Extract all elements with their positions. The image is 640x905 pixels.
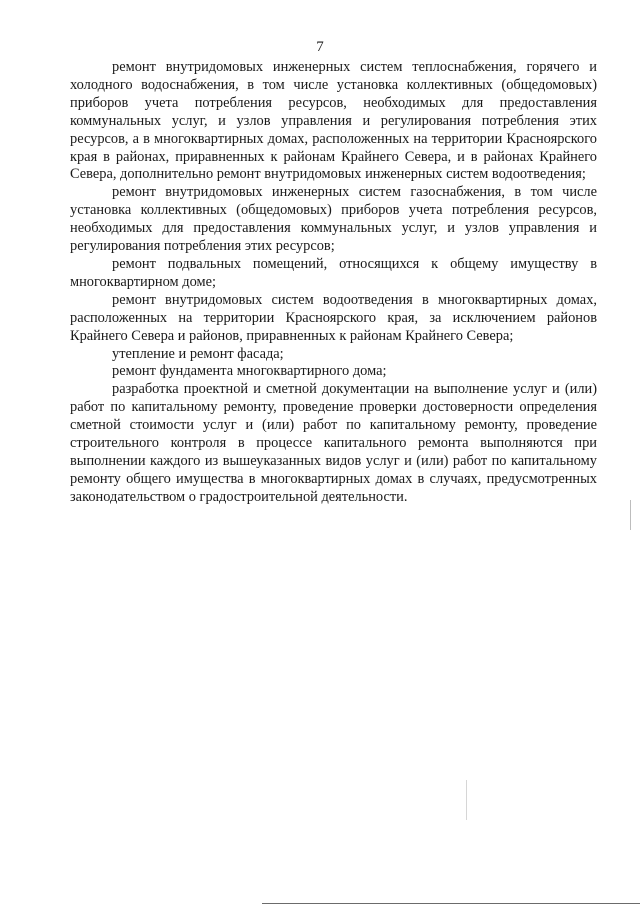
- page-bottom-edge: [262, 903, 640, 904]
- paragraph-foundation: ремонт фундамента многоквартирного дома;: [112, 363, 387, 380]
- page-number: 7: [316, 39, 324, 55]
- paragraph-gas-supply: ремонт внутридомовых инженерных систем газоснабжения, в том числе установка коллективных (общедомовых) приборов учета потребления ресурсов, необходимых для предоставления коммунальных услуг, и узлов управления и регулирования потребления этих ресурсов;: [70, 184, 597, 255]
- scan-artifact-mark: [630, 500, 631, 530]
- paragraph-heating-water-supply: ремонт внутридомовых инженерных систем теплоснабжения, горячего и холодного водоснабжения, в том числе установка коллективных (общедомовых) приборов учета потребления ресурсов, необходимых для предоставления коммунальных услуг, и узлов управления и регулирования потребления этих ресурсов, а в многоквартирных домах, расположенных на территории Красноярского края в районах, приравненных к районам Крайнего Севера, и в районах Крайнего Севера, дополнительно ремонт внутридомовых инженерных систем водоотведения;: [70, 59, 597, 183]
- document-body: [70, 59, 597, 507]
- paragraph-basement-repair: ремонт подвальных помещений, относящихся к общему имуществу в многоквартирном доме;: [70, 255, 597, 290]
- paragraph-drainage-systems: ремонт внутридомовых систем водоотведения в многоквартирных домах, расположенных на территории Красноярского края, за исключением районов Крайнего Севера и районов, приравненных к районам Крайнего Севера;: [70, 291, 597, 344]
- scan-artifact-mark: [466, 780, 467, 820]
- paragraph-facade: утепление и ремонт фасада;: [112, 345, 284, 362]
- paragraph-design-documentation: разработка проектной и сметной документации на выполнение услуг и (или) работ по капитальному ремонту, проведение проверки достоверности определения сметной стоимости услуг и (или) работ по капитальному ремонту, проведение строительного контроля в процессе капитального ремонта выполняются при выполнении каждого из вышеуказанных видов услуг и (или) работ по капитальному ремонту общего имущества в многоквартирных домах в случаях, предусмотренных законодательством о градостроительной деятельности.: [70, 381, 597, 505]
